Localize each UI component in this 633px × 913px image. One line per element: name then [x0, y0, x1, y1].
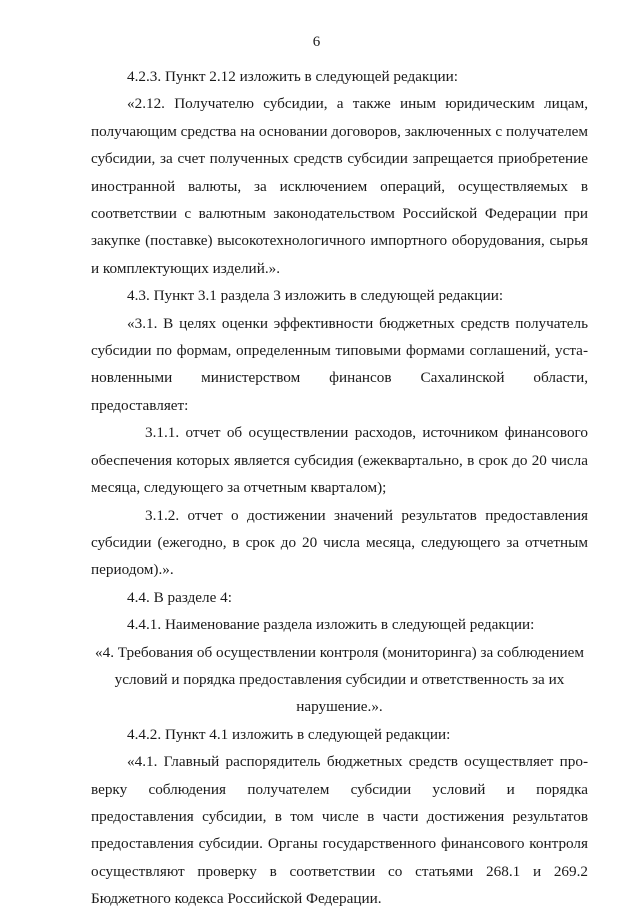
paragraph-4-2-3: 4.2.3. Пункт 2.12 изложить в следующей редакции:: [127, 68, 458, 85]
paragraph-4-1-quote: «4.1. Главный распорядитель бюджетных средств осуществляет проверку соблюдения получателем субсидии условий и порядка предоставления субсидии, в том числе в части достижения результатов предоставления субсидии. Органы государственного финансового контроля осуществляют проверку в соответствии со статьями 268.1 и 269.2 Бюджетного кодекса Российской Федерации.: [91, 753, 588, 908]
paragraph-4-4-1: 4.4.1. Наименование раздела изложить в следующей редакции:: [127, 616, 535, 634]
paragraph-4-4: 4.4. В разделе 4:: [127, 588, 232, 606]
paragraph-4-3: 4.3. Пункт 3.1 раздела 3 изложить в следующей редакции:: [127, 287, 504, 305]
paragraph-3-1-quote: «3.1. В целях оценки эффективности бюджетных средств получатель субсидии по формам, определенным типовыми формами соглашений, установленными министерством финансов Сахалинской области, предоставляет:: [91, 314, 588, 414]
paragraph-4-4-2: 4.4.2. Пункт 4.1 изложить в следующей редакции:: [127, 725, 451, 743]
document-body: [91, 63, 588, 913]
paragraph-2-12-quote: «2.12. Получателю субсидии, а также иным юридическим лицам, получающим средства на основании договоров, заключенных с получателем субсидии, за счет полученных средств субсидии запрещается приобретение иностранной валюты, за исключением операций, осуществляемых в соответствии с валютным законодательством Российской Федерации при закупке (поставке) высокотехнологичного импортного оборудования, сырья и комплектующих изделий.».: [91, 95, 588, 277]
page-number: 6: [312, 34, 321, 50]
section-4-title-quote: «4. Требования об осуществлении контроля (мониторинга) за соблюдением условий и порядка предоставления субсидии и ответственность за их нарушение.».: [95, 643, 584, 716]
paragraph-3-1-2: 3.1.2. отчет о достижении значений результатов предоставления субсидии (ежегодно, в срок до 20 числа месяца, следующего за отчетным периодом).».: [91, 506, 588, 579]
paragraph-3-1-1: 3.1.1. отчет об осуществлении расходов, источником финансового обеспечения которых является субсидия (ежеквартально, в срок до 20 числа месяца, следующего за отчетным кварталом);: [91, 424, 588, 497]
